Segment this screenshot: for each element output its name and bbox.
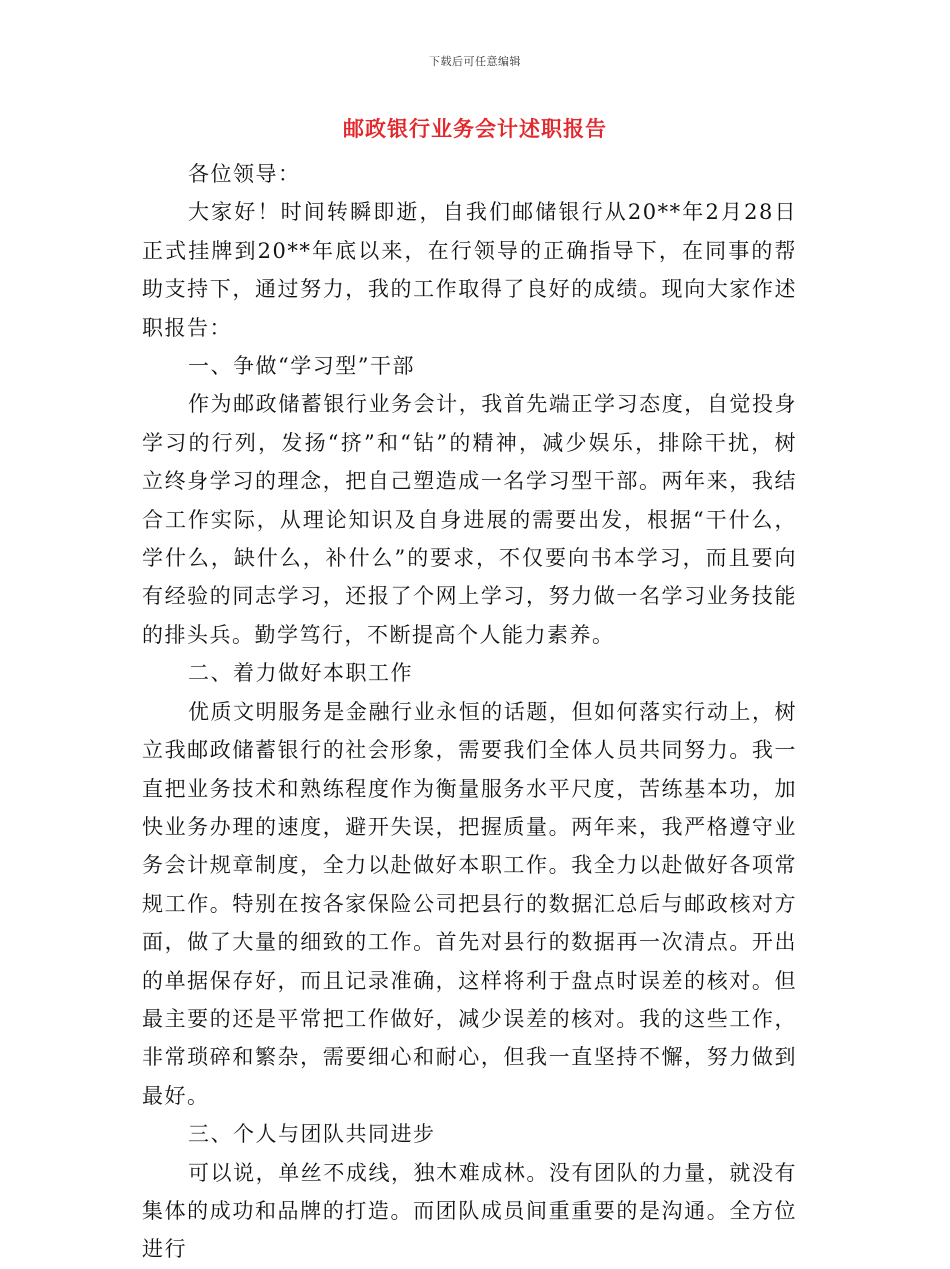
section-heading-1: 一、争做“学习型”干部	[188, 354, 415, 379]
section-heading-2: 二、着力做好本职工作	[188, 661, 413, 686]
intro-paragraph: 大家好！时间转瞬即逝，自我们邮储银行从20**年2月28日正式挂牌到20**年底以来，在行领导的正确指导下，在同事的帮助支持下，通过努力，我的工作取得了良好的成绩。现向大家作述职报告：	[142, 200, 797, 340]
section-heading-3: 三、个人与团队共同进步	[188, 1122, 436, 1147]
section-2-paragraph: 优质文明服务是金融行业永恒的话题，但如何落实行动上，树立我邮政储蓄银行的社会形象，需要我们全体人员共同努力。我一直把业务技术和熟练程度作为衡量服务水平尺度，苦练基本功，加快业务办理的速度，避开失误，把握质量。两年来，我严格遵守业务会计规章制度，全力以赴做好本职工作。我全力以赴做好各项常规工作。特别在按各家保险公司把县行的数据汇总后与邮政核对方面，做了大量的细致的工作。首先对县行的数据再一次清点。开出的单据保存好，而且记录准确，这样将利于盘点时误差的核对。但最主要的还是平常把工作做好，减少误差的核对。我的这些工作，非常琐碎和繁杂，需要细心和耐心，但我一直坚持不懈，努力做到最好。	[142, 699, 797, 1108]
document-title: 邮政银行业务会计述职报告	[343, 116, 607, 141]
section-3-paragraph: 可以说，单丝不成线，独木难成林。没有团队的力量，就没有集体的成功和品牌的打造。而团队成员间重重要的是沟通。全方位进行	[142, 1160, 797, 1262]
page-header-note: 下载后可任意编辑	[429, 55, 521, 68]
document-body	[142, 155, 797, 1269]
section-1-paragraph: 作为邮政储蓄银行业务会计，我首先端正学习态度，自觉投身学习的行列，发扬“挤”和“钻”的精神，减少娱乐，排除干扰，树立终身学习的理念，把自己塑造成一名学习型干部。两年来，我结合工作实际，从理论知识及自身进展的需要出发，根据“干什么，学什么，缺什么，补什么”的要求，不仅要向书本学习，而且要向有经验的同志学习，还报了个网上学习，努力做一名学习业务技能的排头兵。勤学笃行，不断提高个人能力素养。	[142, 392, 797, 647]
salutation: 各位领导：	[188, 162, 301, 186]
